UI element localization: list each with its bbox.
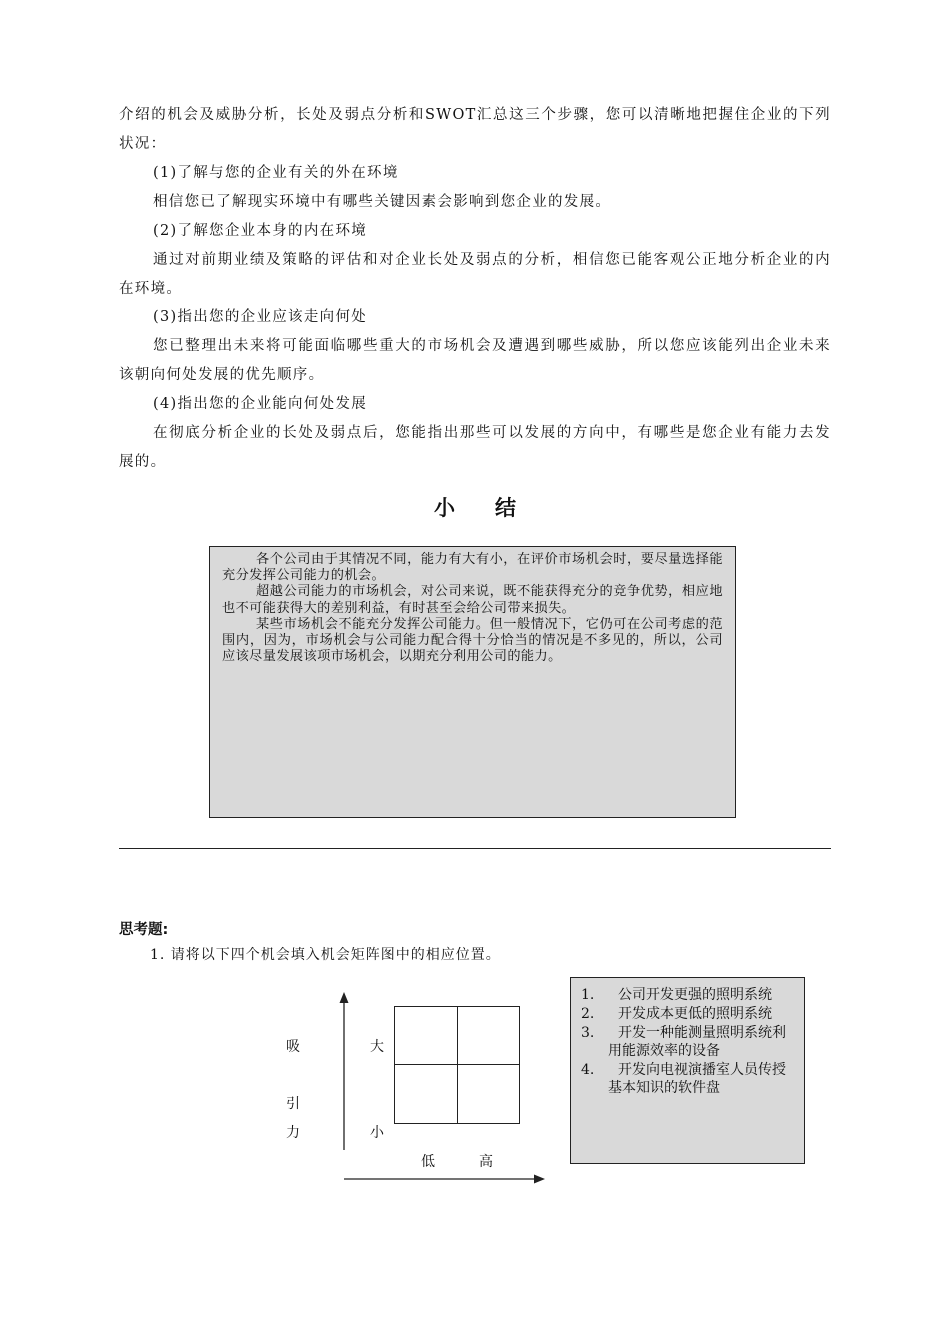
x-axis-arrow-icon (534, 1175, 545, 1184)
item4-title: (4)指出您的企业能向何处发展 (153, 396, 368, 412)
y-axis-label-1: 吸 (286, 1039, 300, 1055)
intro-paragraph: 介绍的机会及威胁分析，长处及弱点分析和SWOT汇总这三个步骤，您可以清晰地把握住企业的下列状况： (119, 107, 831, 152)
questions-heading: 思考题: (119, 922, 169, 938)
y-axis-label-2: 引 (286, 1096, 300, 1112)
x-low-label: 低 (421, 1154, 435, 1170)
list-item (581, 1061, 794, 1097)
item1-body: 相信您已了解现实环境中有哪些关键因素会影响到您企业的发展。 (153, 194, 612, 210)
opportunity-number: 4. (581, 1062, 595, 1078)
opportunity-number: 3. (581, 1025, 595, 1041)
y-axis-arrow-icon (340, 992, 349, 1003)
opportunity-matrix (394, 1006, 520, 1124)
list-item (581, 1024, 794, 1060)
y-axis-label-3: 力 (286, 1125, 300, 1141)
question-1: 1. 请将以下四个机会填入机会矩阵图中的相应位置。 (150, 947, 501, 963)
item2-title: (2)了解您企业本身的内在环境 (153, 223, 368, 239)
matrix-horizontal-divider (395, 1064, 519, 1065)
list-item (581, 1005, 794, 1023)
opportunity-text: 开发向电视演播室人员传授基本知识的软件盘 (608, 1062, 786, 1096)
item3-title: (3)指出您的企业应该走向何处 (153, 309, 368, 325)
summary-title: 小结 (434, 496, 556, 520)
item3-body: 您已整理出未来将可能面临哪些重大的市场机会及遭遇到哪些威胁，所以您应该能列出企业未来该朝向何处发展的优先顺序。 (119, 338, 831, 383)
item4-body: 在彻底分析企业的长处及弱点后，您能指出那些可以发展的方向中，有哪些是您企业有能力去发展的。 (119, 425, 831, 470)
x-high-label: 高 (479, 1154, 493, 1170)
opportunity-number: 2. (581, 1006, 595, 1022)
y-high-label: 大 (370, 1039, 384, 1055)
y-low-label: 小 (370, 1125, 384, 1141)
opportunity-text: 公司开发更强的照明系统 (618, 987, 772, 1003)
summary-paragraph-2: 超越公司能力的市场机会，对公司来说，既不能获得充分的竞争优势，相应地也不可能获得大的差别利益，有时甚至会给公司带来损失。 (222, 584, 723, 616)
item1-title: (1)了解与您的企业有关的外在环境 (153, 165, 399, 181)
opportunity-number: 1. (581, 987, 595, 1003)
matrix-vertical-divider (457, 1007, 458, 1123)
summary-paragraph-1: 各个公司由于其情况不同，能力有大有小，在评价市场机会时，要尽量选择能充分发挥公司能力的机会。 (222, 552, 723, 584)
opportunity-text: 开发一种能测量照明系统利用能源效率的设备 (608, 1025, 786, 1059)
summary-paragraph-3: 某些市场机会不能充分发挥公司能力。但一般情况下，它仍可在公司考虑的范围内，因为，市场机会与公司能力配合得十分恰当的情况是不多见的，所以，公司应该尽量发展该项市场机会，以期充分利用公司的能力。 (222, 616, 723, 665)
list-item (581, 986, 794, 1004)
item2-body: 通过对前期业绩及策略的评估和对企业长处及弱点的分析，相信您已能客观公正地分析企业的内在环境。 (119, 252, 831, 297)
opportunity-list-box (570, 977, 805, 1164)
opportunity-text: 开发成本更低的照明系统 (618, 1006, 772, 1022)
